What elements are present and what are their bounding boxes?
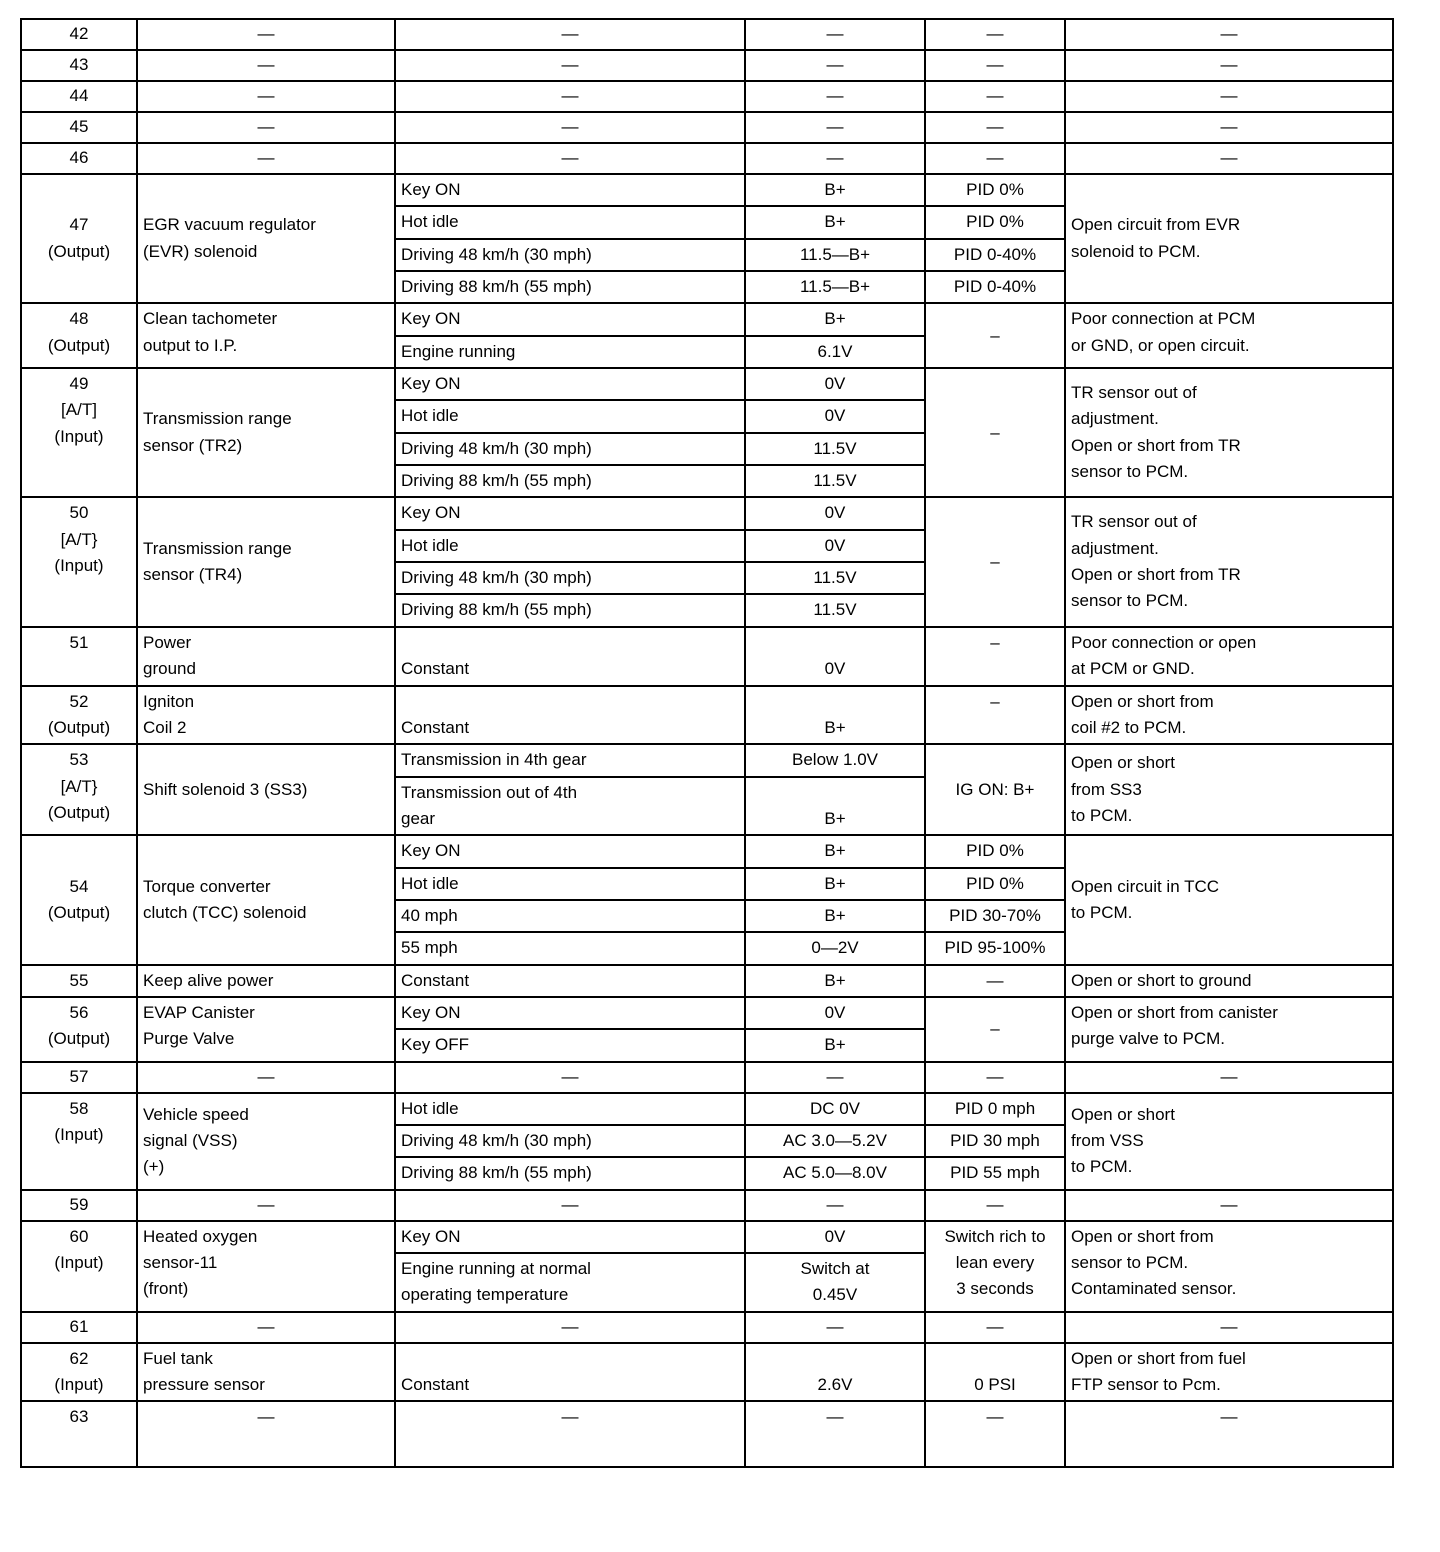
dash: — <box>745 1062 925 1093</box>
dash: — <box>925 143 1065 174</box>
pin-number: 42 <box>21 19 137 50</box>
cause-line: to PCM. <box>1071 805 1133 825</box>
pin-transmission: [A/T} <box>60 529 98 549</box>
voltage-cell: Below 1.0V <box>745 744 925 776</box>
table-row-60 <box>21 1221 1393 1253</box>
dash: — <box>745 1401 925 1467</box>
cause-line: adjustment. <box>1071 409 1159 429</box>
pin-direction: (Output) <box>47 802 111 822</box>
dash: — <box>925 1062 1065 1093</box>
dash: — <box>137 81 395 112</box>
pin-number: 57 <box>21 1062 137 1093</box>
pin-direction: (Input) <box>54 556 104 576</box>
pin-direction: (Output) <box>47 1029 111 1049</box>
pin-number: 53 <box>69 750 89 770</box>
pid-cell: PID 0% <box>925 835 1065 867</box>
cause-line: Open or short <box>1071 1104 1175 1124</box>
condition-cell <box>395 744 745 776</box>
pin-cell <box>21 174 137 303</box>
pin-number: 59 <box>21 1190 137 1221</box>
voltage-cell: 0V <box>745 997 925 1029</box>
pin-cell <box>21 965 137 997</box>
circuit-name-cell <box>137 1343 395 1402</box>
dash: — <box>395 1062 745 1093</box>
dash: — <box>745 1190 925 1221</box>
pid-cell: PID 0-40% <box>925 271 1065 303</box>
table-row-43 <box>21 50 1393 81</box>
table-row-44 <box>21 81 1393 112</box>
voltage-line: 0V <box>824 1226 846 1246</box>
cause-line: Open or short from canister <box>1071 1002 1278 1022</box>
circuit-name-cell <box>137 497 395 626</box>
pin-direction: (Input) <box>54 1253 104 1272</box>
dash: — <box>1065 1190 1393 1221</box>
cause-line: FTP sensor to Pcm. <box>1071 1375 1221 1395</box>
pid-cell: PID 0 mph <box>925 1093 1065 1125</box>
pin-table <box>20 18 1394 1468</box>
condition-cell: Driving 48 km/h (30 mph) <box>395 1125 745 1157</box>
cause-line: Open or short to ground <box>1071 970 1252 990</box>
cause-line: Open or short from TR <box>1071 565 1241 585</box>
circuit-name-line: Transmission range <box>143 538 292 558</box>
dash: — <box>925 81 1065 112</box>
circuit-name-cell <box>137 835 395 964</box>
condition-cell: Key ON <box>395 303 745 335</box>
condition-line: Engine running at normal <box>401 1259 591 1278</box>
dash: — <box>395 143 745 174</box>
voltage-cell: 0V <box>745 497 925 529</box>
circuit-name-line: pressure sensor <box>143 1375 265 1395</box>
cause-cell <box>1065 1343 1393 1402</box>
dash: — <box>137 1312 395 1343</box>
pid-cell: IG ON: B+ <box>925 744 1065 835</box>
condition-cell: Key ON <box>395 997 745 1029</box>
voltage-cell: 0V <box>745 368 925 400</box>
circuit-name-cell <box>137 174 395 303</box>
condition-line: Key ON <box>401 1226 461 1246</box>
table-row-46 <box>21 143 1393 174</box>
voltage-cell: B+ <box>745 303 925 335</box>
condition-cell: Hot idle <box>395 868 745 900</box>
cause-cell <box>1065 303 1393 368</box>
table-row-59 <box>21 1190 1393 1221</box>
condition-cell: Hot idle <box>395 206 745 238</box>
circuit-name-cell <box>137 1093 395 1190</box>
condition-cell: Hot idle <box>395 400 745 432</box>
cause-cell <box>1065 174 1393 303</box>
dash: — <box>395 19 745 50</box>
cause-line: TR sensor out of <box>1071 512 1197 532</box>
cause-line: Open circuit from EVR <box>1071 215 1241 235</box>
pin-cell <box>21 744 137 835</box>
pin-number: 58 <box>69 1098 89 1118</box>
circuit-name-line: (EVR) solenoid <box>143 241 258 261</box>
voltage-cell: B+ <box>745 174 925 206</box>
voltage-cell: 0V <box>745 530 925 562</box>
pin-cell <box>21 1343 137 1402</box>
pid-cell: PID 0% <box>925 174 1065 206</box>
voltage-line: 0.45V <box>812 1285 858 1305</box>
circuit-name-line: signal (VSS) <box>143 1130 238 1150</box>
condition-cell: Driving 88 km/h (55 mph) <box>395 1157 745 1189</box>
pin-number: 60 <box>69 1226 89 1246</box>
dash: — <box>1065 19 1393 50</box>
dash: — <box>925 1401 1065 1467</box>
circuit-name-line: Power <box>143 632 192 652</box>
cause-line: Contaminated sensor. <box>1071 1279 1237 1299</box>
pin-number: 48 <box>69 309 89 329</box>
cause-line: solenoid to PCM. <box>1071 241 1201 261</box>
condition-cell: Constant <box>395 627 745 686</box>
circuit-name-cell <box>137 686 395 745</box>
circuit-name-cell <box>137 965 395 997</box>
table-row-49 <box>21 368 1393 400</box>
cause-cell <box>1065 368 1393 497</box>
voltage-cell: 0V <box>745 400 925 432</box>
table-row-48 <box>21 303 1393 335</box>
condition-cell: Driving 48 km/h (30 mph) <box>395 562 745 594</box>
cause-line: sensor to PCM. <box>1071 1253 1189 1272</box>
cause-cell <box>1065 835 1393 964</box>
pin-number: 54 <box>69 876 89 896</box>
circuit-name-line: sensor (TR2) <box>143 435 243 455</box>
cause-line: Open or short from <box>1071 691 1214 711</box>
condition-cell: Key OFF <box>395 1029 745 1061</box>
circuit-name-line: EVAP Canister <box>143 1002 255 1022</box>
dash: — <box>925 1190 1065 1221</box>
pid-cell: – <box>925 497 1065 626</box>
cause-line: Open or short <box>1071 753 1175 773</box>
pin-number: 52 <box>69 691 89 711</box>
dash: — <box>925 19 1065 50</box>
pid-cell: – <box>925 627 1065 686</box>
condition-line: Transmission in 4th gear <box>401 750 587 770</box>
condition-cell: Engine running <box>395 336 745 368</box>
pid-cell: PID 30 mph <box>925 1125 1065 1157</box>
dash: — <box>1065 81 1393 112</box>
circuit-name-line: Vehicle speed <box>143 1104 249 1124</box>
dash: — <box>1065 1312 1393 1343</box>
dash: — <box>137 19 395 50</box>
pin-direction: (Input) <box>54 1124 104 1144</box>
pin-direction: (Output) <box>47 241 111 261</box>
dash: — <box>395 112 745 143</box>
table-row-42 <box>21 19 1393 50</box>
pin-number: 49 <box>69 374 89 394</box>
pin-number: 47 <box>69 215 89 235</box>
dash: — <box>137 1401 395 1467</box>
dash: — <box>1065 1401 1393 1467</box>
pin-number: 63 <box>21 1401 137 1467</box>
table-row-53 <box>21 744 1393 776</box>
circuit-name-line: clutch (TCC) solenoid <box>143 902 307 922</box>
circuit-name-line: Torque converter <box>143 876 271 896</box>
circuit-name-cell <box>137 744 395 835</box>
pin-cell <box>21 627 137 686</box>
cause-line: Poor connection or open <box>1071 632 1257 652</box>
voltage-cell: 6.1V <box>745 336 925 368</box>
dash: — <box>395 1312 745 1343</box>
cause-cell <box>1065 744 1393 835</box>
table-row-54 <box>21 835 1393 867</box>
condition-line: gear <box>401 808 436 828</box>
voltage-cell: AC 3.0—5.2V <box>745 1125 925 1157</box>
cause-cell <box>1065 1093 1393 1190</box>
table-row-61 <box>21 1312 1393 1343</box>
cause-cell <box>1065 965 1393 997</box>
circuit-name-line: (front) <box>143 1279 189 1299</box>
condition-cell: Driving 88 km/h (55 mph) <box>395 594 745 626</box>
dash: — <box>745 143 925 174</box>
pid-cell: PID 0-40% <box>925 239 1065 271</box>
voltage-cell: 11.5V <box>745 594 925 626</box>
voltage-cell: 11.5V <box>745 562 925 594</box>
cause-line: purge valve to PCM. <box>1071 1029 1226 1049</box>
circuit-name-line: Clean tachometer <box>143 309 278 329</box>
dash: — <box>745 81 925 112</box>
condition-cell: Constant <box>395 965 745 997</box>
voltage-line: Switch at <box>800 1259 870 1278</box>
circuit-name-line: output to I.P. <box>143 335 238 355</box>
cause-line: Open or short from <box>1071 1226 1214 1246</box>
voltage-cell: 11.5—B+ <box>745 271 925 303</box>
pin-number: 44 <box>21 81 137 112</box>
pin-number: 61 <box>21 1312 137 1343</box>
dash: — <box>137 143 395 174</box>
table-row-52 <box>21 686 1393 745</box>
voltage-cell: 0V <box>745 627 925 686</box>
pid-cell: – <box>925 303 1065 368</box>
pid-cell: PID 30-70% <box>925 900 1065 932</box>
cause-cell <box>1065 497 1393 626</box>
dash: — <box>395 1190 745 1221</box>
voltage-cell: 11.5V <box>745 433 925 465</box>
voltage-cell: 2.6V <box>745 1343 925 1402</box>
pin-number: 51 <box>69 632 89 652</box>
condition-cell: Key ON <box>395 835 745 867</box>
table-row-63 <box>21 1401 1393 1467</box>
dash: — <box>1065 1062 1393 1093</box>
circuit-name-line: sensor-11 <box>143 1253 218 1272</box>
pin-cell <box>21 835 137 964</box>
circuit-name-cell <box>137 1221 395 1312</box>
voltage-cell: B+ <box>745 777 925 836</box>
circuit-name-line: Heated oxygen <box>143 1226 258 1246</box>
circuit-name-cell <box>137 303 395 368</box>
pid-line: lean every <box>955 1253 1035 1272</box>
voltage-cell: B+ <box>745 965 925 997</box>
cause-line: from VSS <box>1071 1130 1144 1150</box>
table-row-57 <box>21 1062 1393 1093</box>
voltage-cell: B+ <box>745 835 925 867</box>
pid-cell: PID 55 mph <box>925 1157 1065 1189</box>
cause-line: Open circuit in TCC <box>1071 876 1220 896</box>
circuit-name-line: Shift solenoid 3 (SS3) <box>143 779 308 799</box>
pid-cell: – <box>925 368 1065 497</box>
dash: — <box>137 112 395 143</box>
table-row-56 <box>21 997 1393 1029</box>
condition-cell <box>395 1253 745 1312</box>
pin-number: 46 <box>21 143 137 174</box>
circuit-name-line: ground <box>143 659 196 679</box>
pin-direction: (Output) <box>47 902 111 922</box>
pid-cell: PID 0% <box>925 206 1065 238</box>
voltage-cell: B+ <box>745 868 925 900</box>
circuit-name-line: Fuel tank <box>143 1348 213 1368</box>
cause-line: to PCM. <box>1071 1157 1133 1177</box>
pid-line: 3 seconds <box>956 1279 1034 1299</box>
condition-cell: Driving 88 km/h (55 mph) <box>395 465 745 497</box>
cause-line: sensor to PCM. <box>1071 591 1189 611</box>
cause-line: to PCM. <box>1071 902 1133 922</box>
pcm-pin-reference-table <box>20 18 1392 1468</box>
circuit-name-cell <box>137 997 395 1062</box>
voltage-cell: B+ <box>745 900 925 932</box>
cause-line: Open or short from fuel <box>1071 1348 1246 1368</box>
pid-cell: PID 0% <box>925 868 1065 900</box>
voltage-cell: B+ <box>745 1029 925 1061</box>
voltage-cell <box>745 1253 925 1312</box>
pin-transmission: [A/T] <box>61 400 97 420</box>
dash: — <box>925 112 1065 143</box>
voltage-cell: 0—2V <box>745 932 925 964</box>
pin-number: 55 <box>69 970 89 990</box>
table-row-55 <box>21 965 1393 997</box>
dash: — <box>137 50 395 81</box>
condition-line: operating temperature <box>401 1285 569 1305</box>
pin-number: 50 <box>69 503 89 523</box>
condition-cell: Driving 48 km/h (30 mph) <box>395 433 745 465</box>
condition-cell: Constant <box>395 1343 745 1402</box>
cause-line: Open or short from TR <box>1071 435 1241 455</box>
pin-direction: (Output) <box>47 717 111 737</box>
cause-line: TR sensor out of <box>1071 383 1197 403</box>
cause-line: adjustment. <box>1071 538 1159 558</box>
condition-cell: Hot idle <box>395 1093 745 1125</box>
dash: — <box>925 50 1065 81</box>
cause-line: coil #2 to PCM. <box>1071 717 1187 737</box>
pid-cell: – <box>925 686 1065 745</box>
condition-cell: Constant <box>395 686 745 745</box>
circuit-name-cell <box>137 627 395 686</box>
pid-cell: – <box>925 997 1065 1062</box>
table-row-50 <box>21 497 1393 529</box>
circuit-name-cell <box>137 368 395 497</box>
circuit-name-line: Coil 2 <box>143 717 187 737</box>
cause-line: or GND, or open circuit. <box>1071 335 1250 355</box>
dash: — <box>1065 50 1393 81</box>
voltage-cell: AC 5.0—8.0V <box>745 1157 925 1189</box>
dash: — <box>395 1401 745 1467</box>
table-row-47 <box>21 174 1393 206</box>
pin-cell <box>21 997 137 1062</box>
dash: — <box>745 19 925 50</box>
pid-cell: 0 PSI <box>925 1343 1065 1402</box>
circuit-name-line: sensor (TR4) <box>143 565 243 585</box>
table-row-58 <box>21 1093 1393 1125</box>
pid-cell: — <box>925 965 1065 997</box>
dash: — <box>745 50 925 81</box>
condition-cell: Key ON <box>395 368 745 400</box>
pid-cell: PID 95-100% <box>925 932 1065 964</box>
cause-line: Poor connection at PCM <box>1071 309 1256 329</box>
circuit-name-line: EGR vacuum regulator <box>143 215 316 235</box>
cause-line: at PCM or GND. <box>1071 659 1195 679</box>
dash: — <box>137 1062 395 1093</box>
dash: — <box>745 112 925 143</box>
dash: — <box>925 1312 1065 1343</box>
pin-cell <box>21 368 137 497</box>
circuit-name-line: Keep alive power <box>143 970 274 990</box>
pin-direction: (Input) <box>54 426 104 446</box>
dash: — <box>1065 112 1393 143</box>
voltage-cell <box>745 1221 925 1253</box>
cause-cell <box>1065 1221 1393 1312</box>
condition-line: Transmission out of 4th <box>401 782 578 802</box>
voltage-cell: B+ <box>745 686 925 745</box>
dash: — <box>137 1190 395 1221</box>
circuit-name-line: (+) <box>143 1157 165 1177</box>
table-row-51 <box>21 627 1393 686</box>
voltage-cell: 11.5—B+ <box>745 239 925 271</box>
cause-line: from SS3 <box>1071 779 1142 799</box>
dash: — <box>395 81 745 112</box>
pin-number: 43 <box>21 50 137 81</box>
circuit-name-line: Igniton <box>143 691 195 711</box>
condition-cell: Driving 48 km/h (30 mph) <box>395 239 745 271</box>
condition-cell: 40 mph <box>395 900 745 932</box>
pin-cell <box>21 303 137 368</box>
cause-line: sensor to PCM. <box>1071 462 1189 482</box>
cause-cell <box>1065 997 1393 1062</box>
condition-cell: Driving 88 km/h (55 mph) <box>395 271 745 303</box>
condition-cell <box>395 1221 745 1253</box>
cause-cell <box>1065 686 1393 745</box>
dash: — <box>395 50 745 81</box>
condition-cell: Key ON <box>395 497 745 529</box>
pin-number: 45 <box>21 112 137 143</box>
condition-cell <box>395 777 745 836</box>
circuit-name-line: Purge Valve <box>143 1029 235 1049</box>
pin-direction: (Input) <box>54 1375 104 1395</box>
table-row-62 <box>21 1343 1393 1402</box>
pin-cell <box>21 1093 137 1190</box>
pin-number: 62 <box>69 1348 89 1368</box>
voltage-cell: DC 0V <box>745 1093 925 1125</box>
cause-cell <box>1065 627 1393 686</box>
voltage-cell: B+ <box>745 206 925 238</box>
dash: — <box>745 1312 925 1343</box>
dash: — <box>1065 143 1393 174</box>
circuit-name-line: Transmission range <box>143 409 292 429</box>
table-row-45 <box>21 112 1393 143</box>
pin-cell <box>21 686 137 745</box>
voltage-cell: 11.5V <box>745 465 925 497</box>
condition-cell: 55 mph <box>395 932 745 964</box>
pid-line: Switch rich to <box>944 1226 1046 1246</box>
pin-cell <box>21 1221 137 1312</box>
pid-cell <box>925 1221 1065 1312</box>
pin-cell <box>21 497 137 626</box>
condition-cell: Key ON <box>395 174 745 206</box>
pin-transmission: [A/T} <box>60 776 98 796</box>
condition-cell: Hot idle <box>395 530 745 562</box>
pin-direction: (Output) <box>47 335 111 355</box>
pin-number: 56 <box>69 1002 89 1022</box>
